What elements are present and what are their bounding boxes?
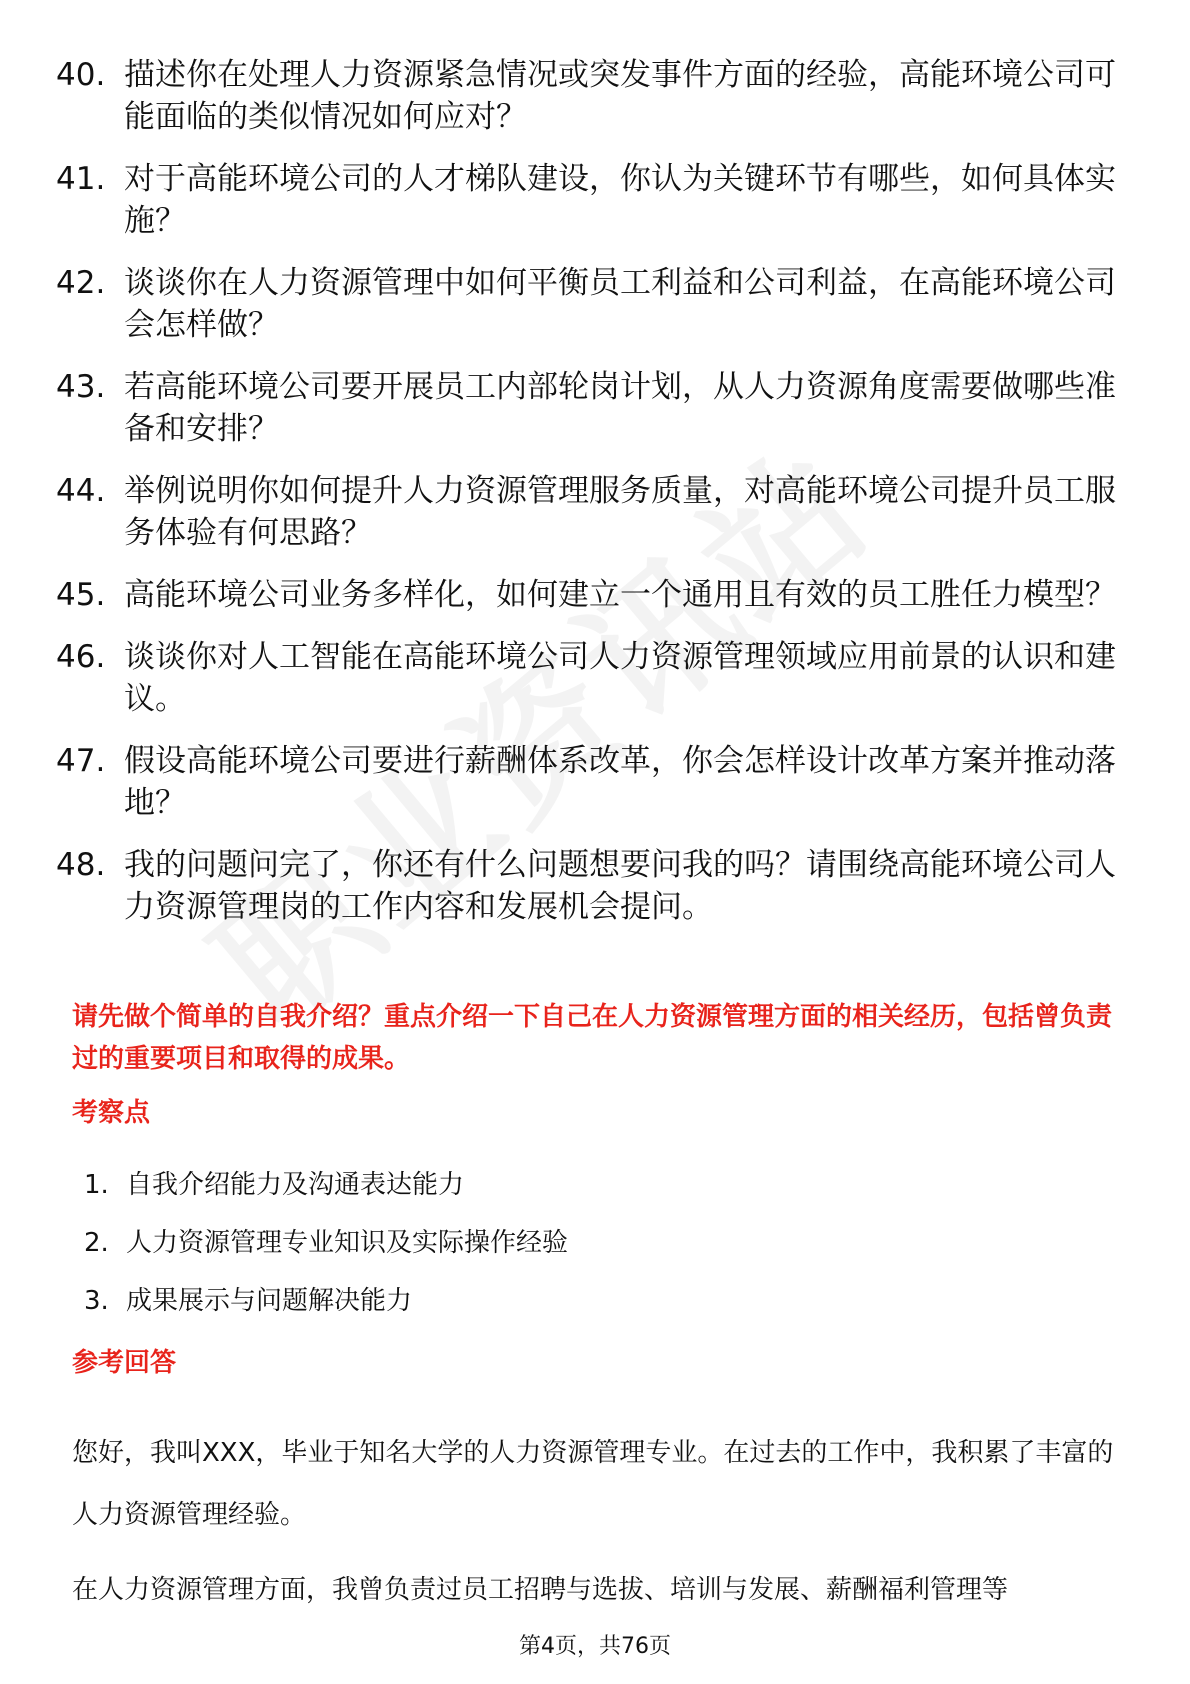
- question-text: 对于高能环境公司的人才梯队建设，你认为关键环节有哪些，如何具体实施？: [124, 161, 1116, 239]
- answer-paragraph: 在人力资源管理方面，我曾负责过员工招聘与选拔、培训与发展、薪酬福利管理等: [72, 1575, 1009, 1605]
- point-number: 2.: [84, 1228, 109, 1258]
- assessment-points: [84, 1168, 568, 1342]
- question-number: 46.: [56, 639, 106, 675]
- point-text: 成果展示与问题解决能力: [126, 1286, 413, 1316]
- question-item: [56, 470, 1116, 554]
- question-number: 45.: [56, 577, 106, 613]
- question-text: 高能环境公司业务多样化，如何建立一个通用且有效的员工胜任力模型？: [124, 577, 1116, 613]
- question-item: [56, 636, 1116, 720]
- question-number: 40.: [56, 57, 106, 93]
- question-text: 谈谈你对人工智能在高能环境公司人力资源管理领域应用前景的认识和建议。: [124, 639, 1116, 717]
- assessment-point: [84, 1168, 568, 1202]
- question-number: 41.: [56, 161, 106, 197]
- question-item: [56, 54, 1116, 138]
- question-number: 44.: [56, 473, 106, 509]
- question-text: 假设高能环境公司要进行薪酬体系改革，你会怎样设计改革方案并推动落地？: [124, 743, 1116, 821]
- question-item: [56, 740, 1116, 824]
- point-text: 自我介绍能力及沟通表达能力: [126, 1170, 465, 1200]
- question-number: 48.: [56, 847, 106, 883]
- answer-paragraph: 您好，我叫XXX，毕业于知名大学的人力资源管理专业。在过去的工作中，我积累了丰富的人力资源管理经验。: [72, 1438, 1114, 1530]
- point-number: 3.: [84, 1286, 109, 1316]
- question-number: 42.: [56, 265, 106, 301]
- assessment-heading: 考察点: [72, 1098, 151, 1128]
- question-item: [56, 366, 1116, 450]
- question-text: 我的问题问完了，你还有什么问题想要问我的吗？请围绕高能环境公司人力资源管理岗的工作内容和发展机会提问。: [124, 847, 1116, 925]
- question-text: 谈谈你在人力资源管理中如何平衡员工利益和公司利益，在高能环境公司会怎样做？: [124, 265, 1116, 343]
- question-text: 描述你在处理人力资源紧急情况或突发事件方面的经验，高能环境公司可能面临的类似情况如何应对？: [124, 57, 1116, 135]
- featured-question: 请先做个简单的自我介绍？重点介绍一下自己在人力资源管理方面的相关经历，包括曾负责过的重要项目和取得的成果。: [72, 1002, 1113, 1074]
- question-item: [56, 844, 1116, 928]
- question-item: [56, 262, 1116, 346]
- question-list: [56, 54, 1116, 948]
- page-footer: 第4页，共76页: [519, 1634, 671, 1659]
- point-text: 人力资源管理专业知识及实际操作经验: [126, 1228, 569, 1258]
- question-item: [56, 158, 1116, 242]
- assessment-point: [84, 1284, 568, 1318]
- question-text: 举例说明你如何提升人力资源管理服务质量，对高能环境公司提升员工服务体验有何思路？: [124, 473, 1116, 551]
- reference-heading: 参考回答: [72, 1348, 177, 1378]
- question-text: 若高能环境公司要开展员工内部轮岗计划，从人力资源角度需要做哪些准备和安排？: [124, 369, 1116, 447]
- question-item: [56, 574, 1116, 616]
- point-number: 1.: [84, 1170, 109, 1200]
- question-number: 43.: [56, 369, 106, 405]
- assessment-point: [84, 1226, 568, 1260]
- question-number: 47.: [56, 743, 106, 779]
